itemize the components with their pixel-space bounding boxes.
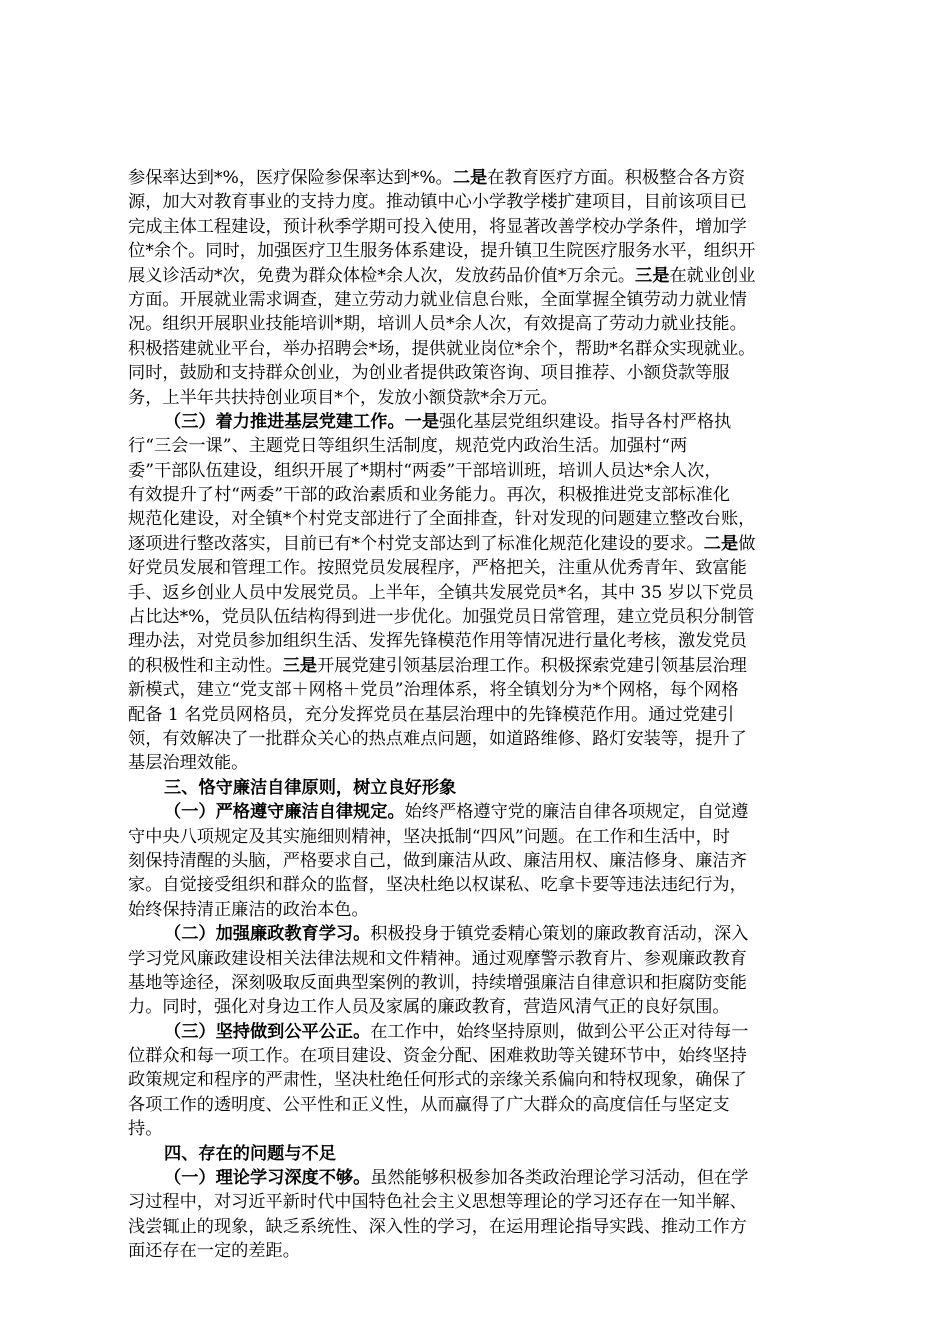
text-run: 家。自觉接受组织和群众的监督，坚决杜绝以权谋私、吃拿卡要等违法违纪行为， xyxy=(128,875,747,896)
text-run: 虽然能够积极参加各类政治理论学习活动，但在学 xyxy=(370,1168,749,1189)
text-line xyxy=(128,1142,824,1166)
text-line xyxy=(128,776,824,800)
text-line xyxy=(128,312,824,336)
text-run: 开展党建引领基层治理工作。积极探索党建引领基层治理 xyxy=(317,655,747,676)
text-run: 行“三会一课”、主题党日等组织生活制度，规范党内政治生活。加强村“两 xyxy=(128,436,688,457)
text-line xyxy=(128,922,824,946)
bold-text-run: 三是 xyxy=(635,265,670,286)
bold-text-run: 三、恪守廉洁自律原则，树立良好形象 xyxy=(164,777,457,798)
text-line xyxy=(128,1020,824,1044)
bold-text-run: 一是 xyxy=(404,411,440,432)
text-line xyxy=(128,1044,824,1068)
text-line xyxy=(128,947,824,971)
text-run: 配备 1 名党员网格员，充分发挥党员在基层治理中的先锋模范作用。通过党建引 xyxy=(128,704,735,725)
bold-text-run: （一）严格遵守廉洁自律规定。 xyxy=(164,802,405,823)
text-run: 面还存在一定的差距。 xyxy=(128,1241,300,1262)
text-line xyxy=(128,605,824,629)
text-run: 基层治理效能。 xyxy=(128,753,249,774)
text-line xyxy=(128,581,824,605)
text-line xyxy=(128,410,824,434)
text-line xyxy=(128,215,824,239)
text-line xyxy=(128,556,824,580)
text-run: 浅尝辄止的现象，缺乏系统性、深入性的学习，在运用理论指导实践、推动工作方 xyxy=(128,1216,747,1237)
text-run: 政策规定和程序的严肃性，坚决杜绝任何形式的亲缘关系偏向和特权现象，确保了 xyxy=(128,1070,747,1091)
text-run: 在教育医疗方面。积极整合各方资 xyxy=(487,168,746,188)
text-run: 展义诊活动*次，免费为群众体检*余人次，发放药品价值*万余元。 xyxy=(128,265,636,286)
text-run: 积极搭建就业平台，举办招聘会*场，提供就业岗位*余个，帮助*名群众实现就业。 xyxy=(128,338,756,359)
text-run: 理办法，对党员参加组织生活、发挥先锋模范作用等情况进行量化考核，激发党员 xyxy=(128,631,747,652)
text-line xyxy=(128,288,824,312)
text-line xyxy=(128,190,824,214)
text-line xyxy=(128,459,824,483)
text-run: 力。同时，强化对身边工作人员及家属的廉政教育，营造风清气正的良好氛围。 xyxy=(128,997,730,1018)
text-line xyxy=(128,507,824,531)
text-run: 况。组织开展职业技能培训*期，培训人员*余人次，有效提高了劳动力就业技能。 xyxy=(128,314,747,335)
text-line xyxy=(128,1190,824,1214)
text-line xyxy=(128,849,824,873)
text-run: 在工作中，始终坚持原则，做到公平公正对待每一 xyxy=(370,1021,749,1042)
text-run: 持。 xyxy=(128,1119,163,1140)
text-run: 守中央八项规定及其实施细则精神，坚决抵制“四风”问题。在工作和生活中，时 xyxy=(128,826,730,847)
text-run: 强化基层党组织建设。指导各村严格执 xyxy=(439,411,732,432)
text-run: 刻保持清醒的头脑，严格要求自己，做到廉洁从政、廉洁用权、廉洁修身、廉洁齐 xyxy=(128,850,747,871)
text-line xyxy=(128,971,824,995)
text-line xyxy=(128,434,824,458)
text-run: 位群众和每一项工作。在项目建设、资金分配、困难救助等关键环节中，始终坚持 xyxy=(128,1046,747,1067)
text-run: 新模式，建立“党支部＋网格＋党员”治理体系，将全镇划分为*个网格，每个网格 xyxy=(128,680,739,701)
text-run: 领，有效解决了一批群众关心的热点难点问题，如道路维修、路灯安装等，提升了 xyxy=(128,728,747,749)
text-line xyxy=(128,337,824,361)
text-run: 习过程中，对习近平新时代中国特色社会主义思想等理论的学习还存在一知半解、 xyxy=(128,1192,747,1213)
text-line xyxy=(128,1215,824,1239)
bold-text-run: 二是 xyxy=(703,533,739,554)
document-body xyxy=(128,166,824,1264)
text-line xyxy=(128,1068,824,1092)
text-line xyxy=(128,727,824,751)
text-line xyxy=(128,1093,824,1117)
text-line xyxy=(128,1239,824,1263)
text-run: 各项工作的透明度、公平性和正义性，从而赢得了广大群众的高度信任与坚定支 xyxy=(128,1094,730,1115)
bold-text-run: 二是 xyxy=(452,168,488,188)
text-line xyxy=(128,703,824,727)
text-line xyxy=(128,239,824,263)
text-line xyxy=(128,898,824,922)
text-line xyxy=(128,800,824,824)
text-run: 始终严格遵守党的廉洁自律各项规定，自觉遵 xyxy=(404,802,749,823)
text-run: 始终保持清正廉洁的政治本色。 xyxy=(128,899,369,920)
text-line xyxy=(128,532,824,556)
text-line xyxy=(128,654,824,678)
text-run: 的积极性和主动性。 xyxy=(128,655,283,676)
text-run: 基地等途径，深刻吸取反面典型案例的教训，持续增强廉洁自律意识和拒腐防变能 xyxy=(128,972,747,993)
text-line xyxy=(128,873,824,897)
text-run: 学习党风廉政建设相关法律法规和文件精神。通过观摩警示教育片、参观廉政教育 xyxy=(128,948,747,969)
text-run: 在就业创业 xyxy=(669,265,756,286)
bold-text-run: （二）加强廉政教育学习。 xyxy=(164,924,371,945)
text-run: 逐项进行整改落实，目前已有*个村党支部达到了标准化规范化建设的要求。 xyxy=(128,533,704,554)
bold-text-run: （一）理论学习深度不够。 xyxy=(164,1168,371,1189)
text-run: 方面。开展就业需求调查，建立劳动力就业信息台账，全面掌握全镇劳动力就业情 xyxy=(128,289,747,310)
text-line xyxy=(128,483,824,507)
text-run: 完成主体工程建设，预计秋季学期可投入使用，将显著改善学校办学条件，增加学 xyxy=(128,216,747,237)
text-line xyxy=(128,629,824,653)
text-run: 委”干部队伍建设，组织开展了*期村“两委”干部培训班，培训人员达*余人次， xyxy=(128,460,722,481)
text-run: 做 xyxy=(738,533,756,554)
text-run: 务，上半年共扶持创业项目*个，发放小额贷款*余万元。 xyxy=(128,387,558,408)
text-run: 有效提升了村“两委”干部的政治素质和业务能力。再次，积极推进党支部标准化 xyxy=(128,485,730,506)
bold-text-run: 三是 xyxy=(282,655,318,676)
text-run: 好党员发展和管理工作。按照党员发展程序，严格把关，注重从优秀青年、致富能 xyxy=(128,558,747,579)
text-run: 占比达*%，党员队伍结构得到进一步优化。加强党员日常管理，建立党员积分制管 xyxy=(128,607,755,628)
text-line xyxy=(128,825,824,849)
text-run: 源，加大对教育事业的支持力度。推动镇中心小学教学楼扩建项目，目前该项目已 xyxy=(128,192,747,213)
text-line xyxy=(128,678,824,702)
bold-text-run: （三）坚持做到公平公正。 xyxy=(164,1021,371,1042)
text-line xyxy=(128,751,824,775)
text-line xyxy=(128,1117,824,1141)
text-run: 参保率达到*%，医疗保险参保率达到*%。 xyxy=(128,168,453,188)
text-line xyxy=(128,264,824,288)
text-run: 规范化建设，对全镇*个村党支部进行了全面排查，针对发现的问题建立整改台账， xyxy=(128,509,756,530)
bold-text-run: 四、存在的问题与不足 xyxy=(164,1143,336,1164)
text-run: 位*余个。同时，加强医疗卫生服务体系建设，提升镇卫生院医疗服务水平，组织开 xyxy=(128,241,756,262)
text-run: 同时，鼓励和支持群众创业，为创业者提供政策咨询、项目推荐、小额贷款等服 xyxy=(128,363,730,384)
text-run: 积极投身于镇党委精心策划的廉政教育活动，深入 xyxy=(370,924,749,945)
text-line xyxy=(128,995,824,1019)
text-line xyxy=(128,166,824,190)
text-line xyxy=(128,386,824,410)
text-line xyxy=(128,1166,824,1190)
text-line xyxy=(128,361,824,385)
bold-text-run: （三）着力推进基层党建工作。 xyxy=(164,411,405,432)
text-run: 手、返乡创业人员中发展党员。上半年，全镇共发展党员*名，其中 35 岁以下党员 xyxy=(128,582,754,603)
